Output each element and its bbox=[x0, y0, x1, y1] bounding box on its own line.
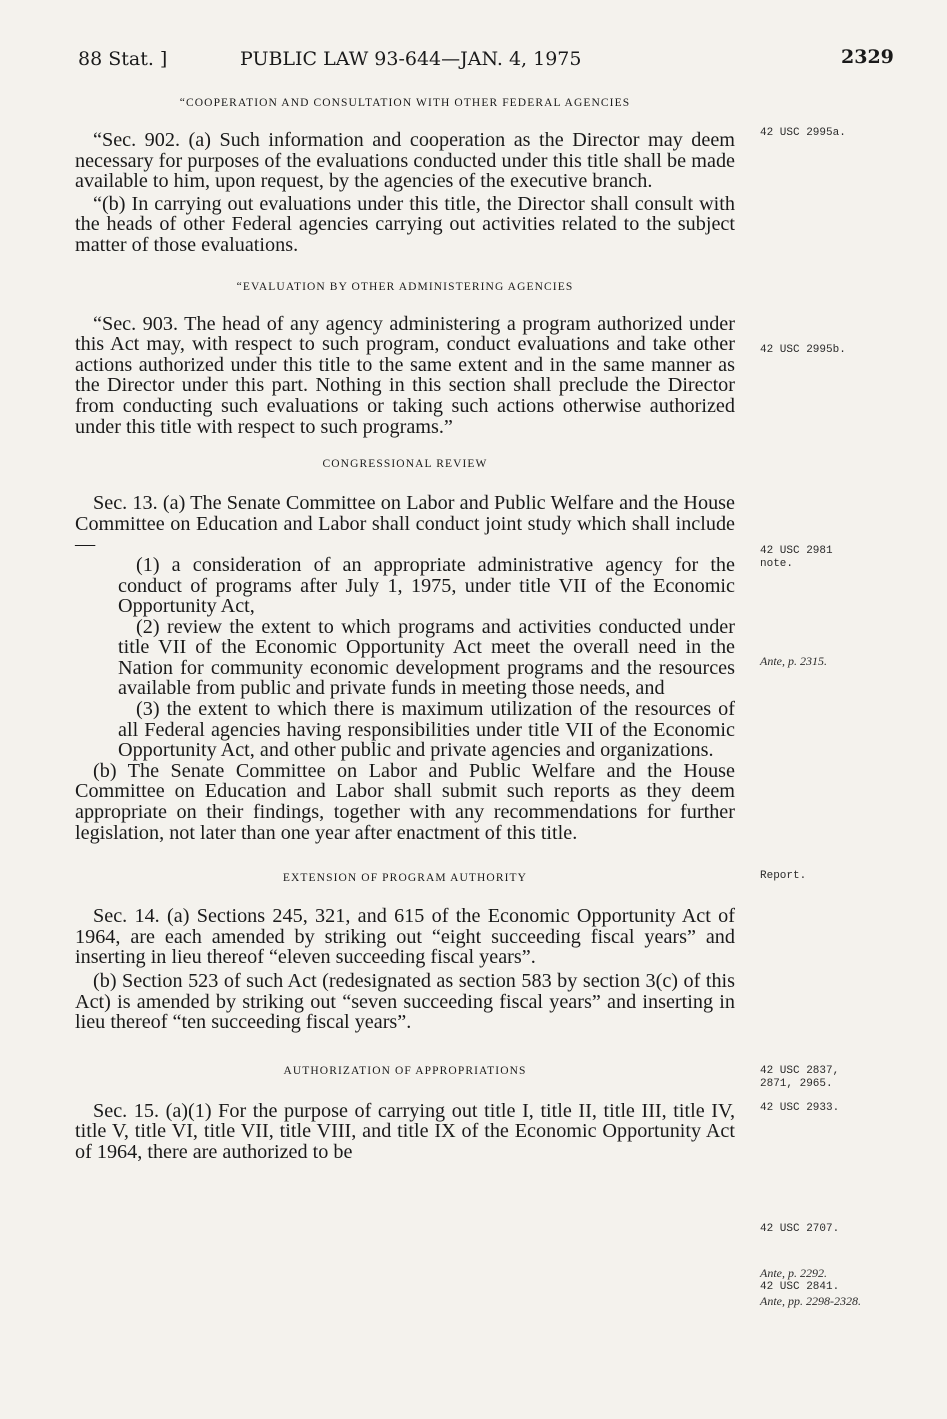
section-heading-authorization: AUTHORIZATION OF APPROPRIATIONS bbox=[283, 1064, 527, 1077]
margin-note-2707: 42 USC 2707. bbox=[760, 1223, 840, 1235]
margin-note-2837: 42 USC 2837, 2871, 2965. bbox=[760, 1065, 840, 1090]
sec-13-item-3: (3) the extent to which there is maximum utilization of the resources of all Federal agencies having responsibilities under title VII of the Economic Opportunity Act, and other public and private agencies and organizations. bbox=[118, 698, 735, 762]
margin-note-ante-2292 bbox=[760, 1267, 910, 1282]
margin-note-2933: 42 USC 2933. bbox=[760, 1102, 840, 1114]
sec-902-a: “Sec. 902. (a) Such information and cooperation as the Director may deem necessary for purposes of the evaluations conducted under this title shall be made available to him, upon request, by the agencies of the executive branch. bbox=[75, 129, 735, 193]
page-number: 2329 bbox=[841, 46, 894, 68]
sec-13-item-1: (1) a consideration of an appropriate administrative agency for the conduct of programs after July 1, 1975, under title VII of the Economic Opportunity Act, bbox=[118, 553, 735, 618]
margin-note-ante-2315-text: Ante, p. 2315. bbox=[760, 654, 827, 668]
sec-15-a: Sec. 15. (a)(1) For the purpose of carrying out title I, title II, title III, title IV, title V, title VI, title VII, title VIII, and title IX of the Economic Opportunity Act of 1964, there are authorized to be bbox=[75, 1099, 735, 1163]
volume-reference: 88 Stat. ] bbox=[78, 48, 168, 70]
running-title: PUBLIC LAW 93-644—JAN. 4, 1975 bbox=[240, 48, 582, 70]
margin-note-2995b: 42 USC 2995b. bbox=[760, 344, 846, 356]
margin-note-2995a: 42 USC 2995a. bbox=[760, 127, 846, 139]
sec-14-b: (b) Section 523 of such Act (redesignated as section 583 by section 3(c) of this Act) is amended by striking out “seven succeeding fiscal years” and inserting in lieu thereof “ten succeeding fiscal years”. bbox=[75, 970, 735, 1034]
statute-text bbox=[75, 92, 735, 1163]
margin-note-ante-2298-text: Ante, pp. 2298-2328. bbox=[760, 1294, 861, 1308]
section-heading-extension: EXTENSION OF PROGRAM AUTHORITY bbox=[282, 872, 528, 885]
section-heading-evaluation: “EVALUATION BY OTHER ADMINISTERING AGENCIES bbox=[236, 280, 574, 293]
margin-note-ante-2292-text: Ante, p. 2292. bbox=[760, 1266, 827, 1280]
sec-902-b: “(b) In carrying out evaluations under this title, the Director shall consult with the heads of other Federal agencies carrying out activities related to the subject matter of those evaluations. bbox=[75, 192, 735, 256]
section-heading-cooperation: “COOPERATION AND CONSULTATION WITH OTHER FEDERAL AGENCIES bbox=[179, 97, 631, 109]
margin-note-2841: 42 USC 2841. bbox=[760, 1281, 840, 1293]
sec-14-a: Sec. 14. (a) Sections 245, 321, and 615 of the Economic Opportunity Act of 1964, are each amended by striking out “eight succeeding fiscal years” and inserting in lieu thereof “eleven succeeding fiscal years”. bbox=[75, 905, 735, 969]
margin-note-ante-2298 bbox=[760, 1295, 870, 1310]
margin-note-ante-2315 bbox=[760, 655, 910, 670]
margin-note-2981: 42 USC 2981 note. bbox=[760, 545, 833, 570]
sec-903: “Sec. 903. The head of any agency administering a program authorized under this Act may, with respect to such program, conduct evaluations and take other actions authorized under this title to the same extent and in the same manner as the Director under this part. Nothing in this section shall preclude the Director from conducting such evaluations or taking such actions otherwise authorized under this title with respect to such programs.” bbox=[75, 312, 735, 438]
sec-13-item-2: (2) review the extent to which programs and activities conducted under title VII of the Economic Opportunity Act meet the overall need in the Nation for community economic development programs and the resources available from public and private funds in meeting those needs, and bbox=[118, 615, 735, 700]
sec-13-a: Sec. 13. (a) The Senate Committee on Labor and Public Welfare and the House Committee on Education and Labor shall conduct joint study which shall include— bbox=[75, 492, 735, 556]
sec-13-b: (b) The Senate Committee on Labor and Public Welfare and the House Committee on Education and Labor shall submit such reports as they deem appropriate on their findings, together with any recommendations for further legislation, not later than one year after enactment of this title. bbox=[75, 759, 735, 844]
section-heading-congressional-review: CONGRESSIONAL REVIEW bbox=[322, 458, 488, 471]
margin-note-report: Report. bbox=[760, 870, 807, 882]
